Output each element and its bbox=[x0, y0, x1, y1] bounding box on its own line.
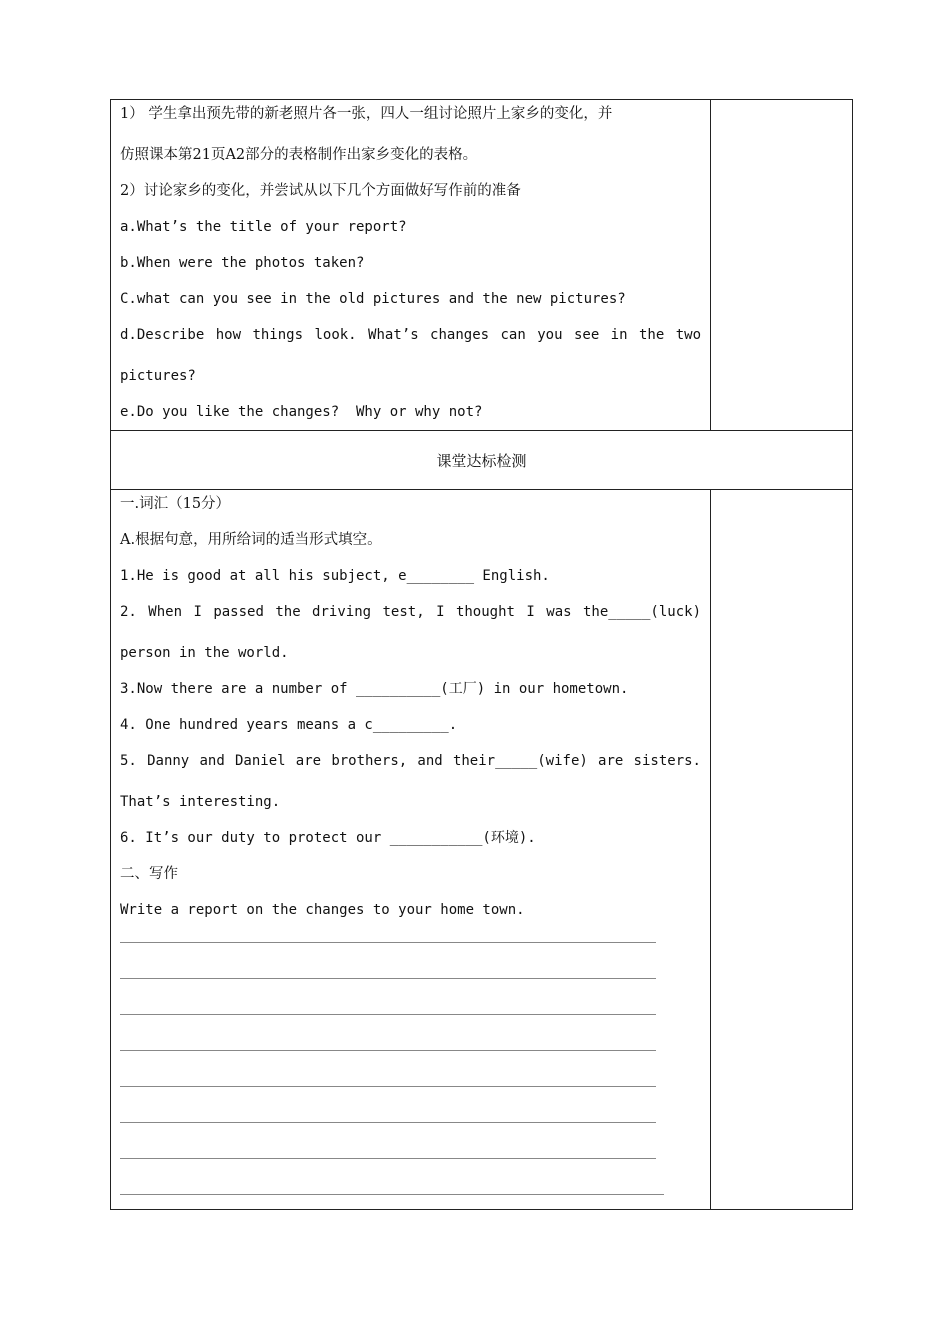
vocab-title: 一.词汇（15分） bbox=[120, 496, 231, 512]
section-heading: 课堂达标检测 bbox=[436, 451, 527, 470]
exercise-cell bbox=[111, 490, 711, 1210]
writing-line bbox=[120, 1158, 656, 1159]
discussion-cell bbox=[111, 100, 711, 431]
vocab-question-5-line-2: That’s interesting. bbox=[120, 794, 281, 810]
discussion-row bbox=[111, 100, 853, 431]
writing-title: 二、写作 bbox=[120, 866, 178, 882]
worksheet-table bbox=[110, 99, 853, 1210]
exercise-side-cell bbox=[711, 490, 853, 1210]
discussion-step-1-line-1: 1） 学生拿出预先带的新老照片各一张，四人一组讨论照片上家乡的变化，并 bbox=[120, 106, 613, 122]
vocab-question-2-line-1: 2. When I passed the driving test, I thought I was the_____(luck) bbox=[120, 604, 701, 620]
vocab-question-5-line-1: 5. Danny and Daniel are brothers, and their_____(wife) are sisters. bbox=[120, 753, 701, 769]
exercise-row bbox=[111, 490, 853, 1210]
question-b: b.When were the photos taken? bbox=[120, 255, 365, 271]
vocab-question-4: 4. One hundred years means a c_________. bbox=[120, 717, 458, 733]
writing-area[interactable] bbox=[120, 942, 701, 1195]
discussion-side-cell bbox=[711, 100, 853, 431]
writing-line bbox=[120, 1194, 664, 1195]
vocab-question-1: 1.He is good at all his subject, e________ English. bbox=[120, 568, 550, 584]
heading-cell bbox=[111, 431, 853, 490]
writing-prompt: Write a report on the changes to your home town. bbox=[120, 902, 525, 918]
writing-line bbox=[120, 942, 656, 943]
writing-line bbox=[120, 1086, 656, 1087]
writing-line bbox=[120, 978, 656, 979]
discussion-step-2: 2）讨论家乡的变化，并尝试从以下几个方面做好写作前的准备 bbox=[120, 183, 521, 199]
question-e: e.Do you like the changes? Why or why not? bbox=[120, 404, 483, 420]
question-d-line-1: d.Describe how things look. What’s changes can you see in the two bbox=[120, 327, 701, 343]
question-d-line-2: pictures? bbox=[120, 368, 196, 384]
question-c: C.what can you see in the old pictures and the new pictures? bbox=[120, 291, 626, 307]
discussion-step-1-line-2: 仿照课本第21页A2部分的表格制作出家乡变化的表格。 bbox=[120, 147, 478, 163]
writing-line bbox=[120, 1122, 656, 1123]
vocab-question-2-line-2: person in the world. bbox=[120, 645, 289, 661]
question-a: a.What’s the title of your report? bbox=[120, 219, 407, 235]
heading-row bbox=[111, 431, 853, 490]
writing-line bbox=[120, 1014, 656, 1015]
writing-line bbox=[120, 1050, 656, 1051]
vocab-instruction: A.根据句意，用所给词的适当形式填空。 bbox=[120, 532, 382, 548]
vocab-question-3: 3.Now there are a number of __________(工厂) in our hometown. bbox=[120, 681, 629, 697]
vocab-question-6: 6. It’s our duty to protect our ___________(环境). bbox=[120, 830, 536, 846]
